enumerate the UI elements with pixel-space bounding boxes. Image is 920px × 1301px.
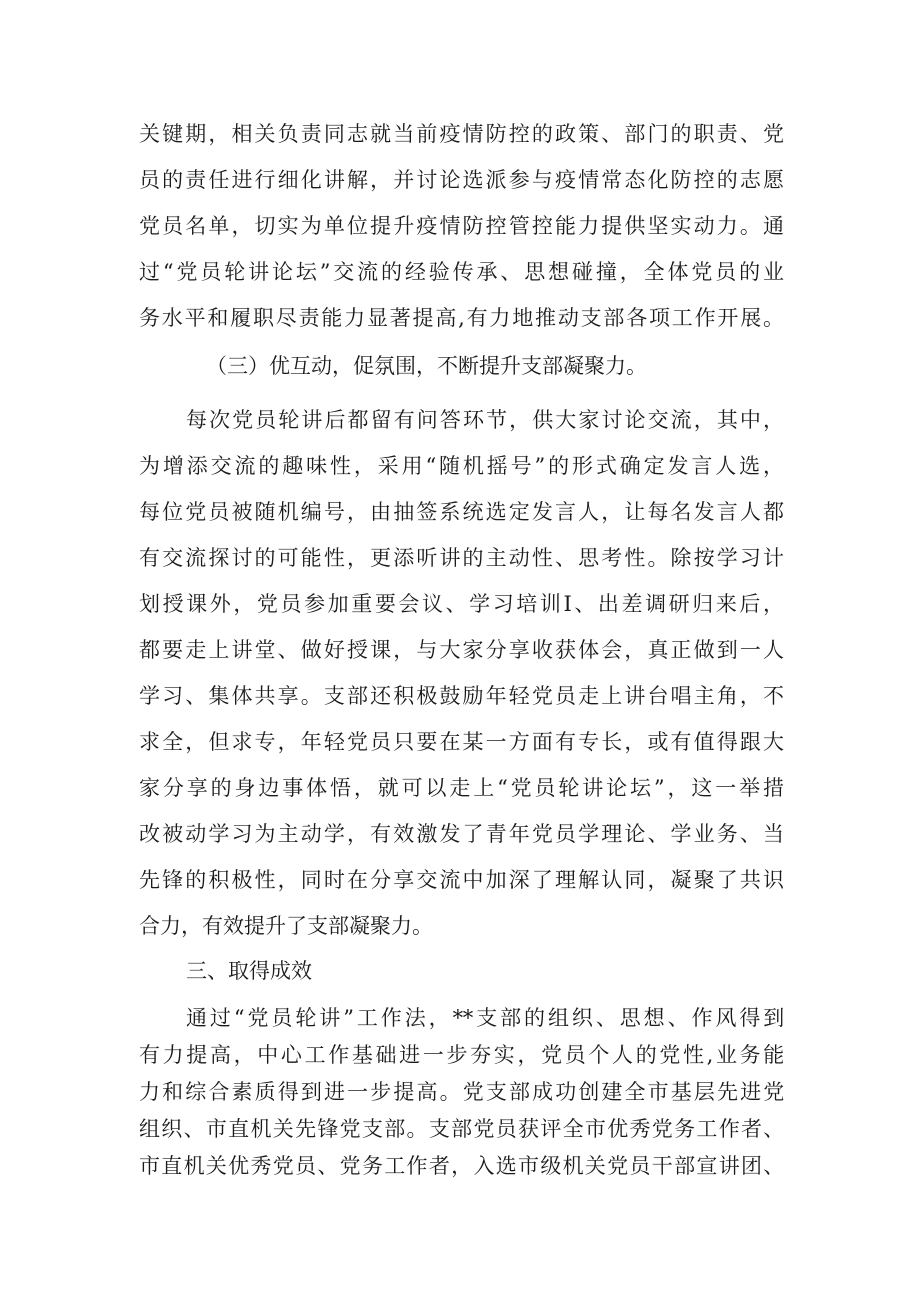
paragraph-line: 关键期，相关负责同志就当前疫情防控的政策、部门的职责、党 bbox=[139, 122, 784, 146]
paragraph-line: 为增添交流的趣味性，采用“随机摇号”的形式确定发言人选， bbox=[139, 454, 784, 478]
paragraph-line: 通过“党员轮讲”工作法，**支部的组织、思想、作风得到 bbox=[186, 1006, 784, 1030]
section-heading: 三、取得成效 bbox=[186, 959, 312, 983]
paragraph-line: 组织、市直机关先锋党支部。支部党员获评全市优秀党务工作者、 bbox=[139, 1117, 784, 1141]
paragraph-line: 都要走上讲堂、做好授课，与大家分享收获体会，真正做到一人 bbox=[139, 638, 784, 662]
paragraph-line: 有力提高，中心工作基础进一步夯实，党员个人的党性,业务能 bbox=[139, 1043, 784, 1067]
paragraph-line: 改被动学习为主动学，有效激发了青年党员学理论、学业务、当 bbox=[139, 822, 784, 846]
paragraph-line: 务水平和履职尽责能力显著提高,有力地推动支部各项工作开展。 bbox=[139, 306, 784, 330]
paragraph-line: 市直机关优秀党员、党务工作者，入选市级机关党员干部宣讲团、 bbox=[139, 1154, 784, 1178]
paragraph-line: 力和综合素质得到进一步提高。党支部成功创建全市基层先进党 bbox=[139, 1080, 784, 1104]
section-subheading: （三）优互动，促氛围，不断提升支部凝聚力。 bbox=[206, 354, 647, 378]
paragraph-line: 员的责任进行细化讲解，并讨论选派参与疫情常态化防控的志愿 bbox=[139, 168, 784, 192]
paragraph-line: 划授课外，党员参加重要会议、学习培训Ⅰ、出差调研归来后， bbox=[139, 592, 784, 616]
paragraph-line: 求全，但求专，年轻党员只要在某一方面有专长，或有值得跟大 bbox=[139, 730, 784, 754]
paragraph-line: 家分享的身边事体悟，就可以走上“党员轮讲论坛”，这一举措 bbox=[139, 776, 784, 800]
paragraph-line: 每次党员轮讲后都留有问答环节，供大家讨论交流，其中， bbox=[186, 408, 784, 432]
paragraph-line: 过“党员轮讲论坛”交流的经验传承、思想碰撞，全体党员的业 bbox=[139, 260, 784, 284]
paragraph-line: 有交流探讨的可能性，更添听讲的主动性、思考性。除按学习计 bbox=[139, 546, 784, 570]
paragraph-line: 党员名单，切实为单位提升疫情防控管控能力提供坚实动力。通 bbox=[139, 214, 784, 238]
paragraph-line: 每位党员被随机编号，由抽签系统选定发言人，让每名发言人都 bbox=[139, 500, 784, 524]
paragraph-line: 先锋的积极性，同时在分享交流中加深了理解认同，凝聚了共识 bbox=[139, 868, 784, 892]
paragraph-line: 合力，有效提升了支部凝聚力。 bbox=[139, 914, 433, 938]
paragraph-line: 学习、集体共享。支部还积极鼓励年轻党员走上讲台唱主角，不 bbox=[139, 684, 784, 708]
